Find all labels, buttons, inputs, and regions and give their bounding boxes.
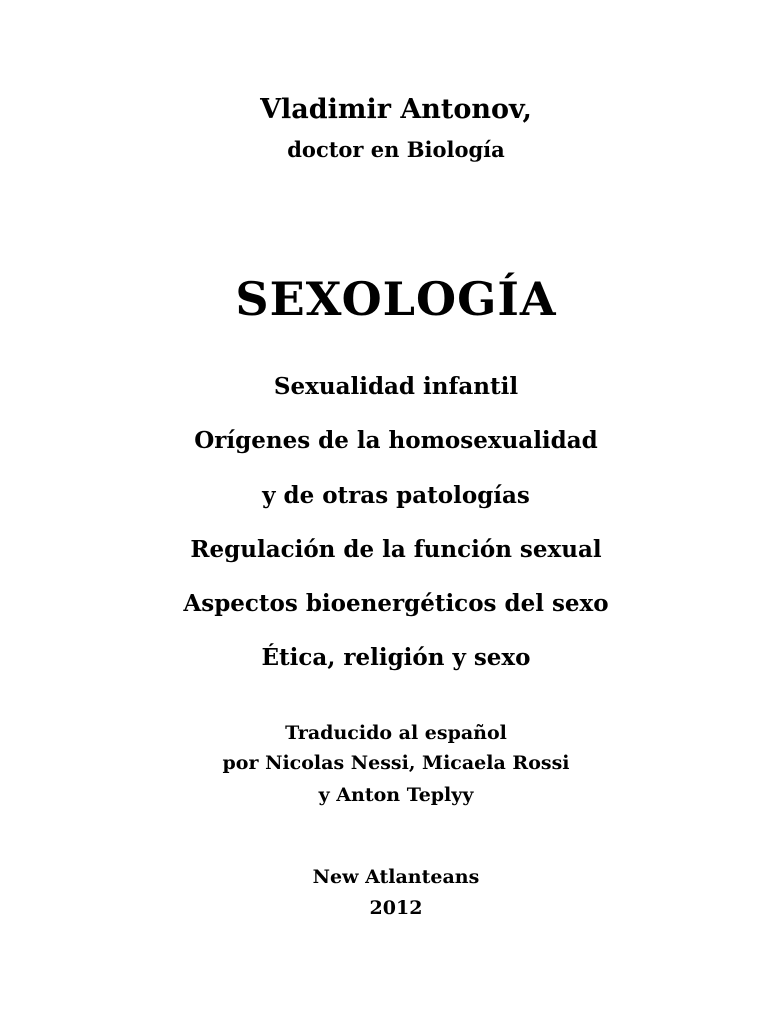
subtitle-line: Aspectos bioenergéticos del sexo — [183, 590, 609, 617]
publisher-name: New Atlanteans — [312, 866, 480, 888]
subtitle-line: Sexualidad infantil — [273, 373, 519, 400]
subtitle-line: Orígenes de la homosexualidad — [194, 427, 598, 454]
author-name: Vladimir Antonov, — [260, 94, 532, 125]
translation-credit-line: Traducido al español — [285, 722, 507, 744]
translation-credit-line: y Anton Teplyy — [318, 784, 474, 806]
publication-year: 2012 — [369, 897, 423, 919]
subtitle-line: y de otras patologías — [262, 482, 530, 509]
subtitle-line: Regulación de la función sexual — [190, 536, 602, 563]
translation-credit-line: por Nicolas Nessi, Micaela Rossi — [222, 752, 570, 774]
author-credential: doctor en Biología — [287, 137, 505, 162]
book-title: SEXOLOGÍA — [235, 272, 557, 326]
subtitle-line: Ética, religión y sexo — [261, 644, 531, 671]
